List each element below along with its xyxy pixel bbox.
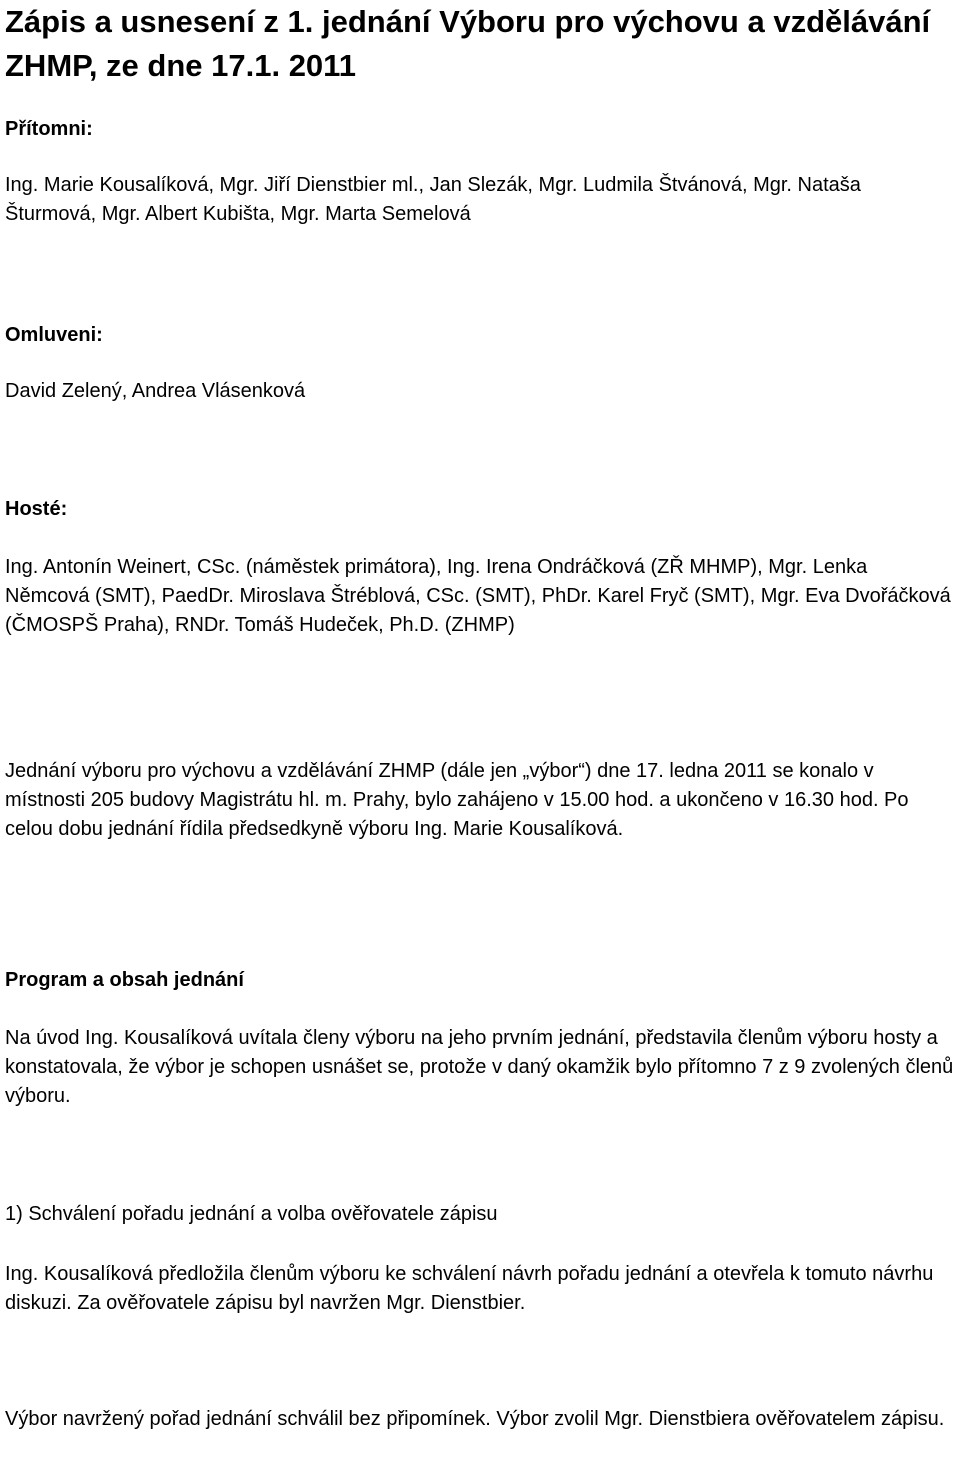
item1-text: Ing. Kousalíková předložila členům výboru ke schválení návrh pořadu jednání a otevřela k tomuto návrhu diskuzi. Za ověřovatele zápisu byl navržen Mgr. Dienstbier. <box>5 1263 934 1314</box>
present-text: Ing. Marie Kousalíková, Mgr. Jiří Dienstbier ml., Jan Slezák, Mgr. Ludmila Štvánová, Mgr. Nataša Šturmová, Mgr. Albert Kubišta, Mgr. Marta Semelová <box>5 174 861 225</box>
program-heading: Program a obsah jednání <box>5 969 244 991</box>
excused-text: David Zelený, Andrea Vlásenková <box>5 380 306 402</box>
present-heading: Přítomni: <box>5 118 93 140</box>
guests-heading: Hosté: <box>5 498 68 520</box>
program-text: Na úvod Ing. Kousalíková uvítala členy výboru na jeho prvním jednání, představila členům výboru hosty a konstatovala, že výbor je schopen usnášet se, protože v daný okamžik bylo přítomno 7 z 9 zvolených členů výboru. <box>5 1027 954 1107</box>
guests-text: Ing. Antonín Weinert, CSc. (náměstek primátora), Ing. Irena Ondráčková (ZŘ MHMP), Mgr. Lenka Němcová (SMT), PaedDr. Miroslava Štréblová, CSc. (SMT), PhDr. Karel Fryč (SMT), Mgr. Eva Dvořáčková (ČMOSPŠ Praha), RNDr. Tomáš Hudeček, Ph.D. (ZHMP) <box>5 556 951 636</box>
item1-resolution-text: Výbor navržený pořad jednání schválil bez připomínek. Výbor zvolil Mgr. Dienstbiera ověřovatelem zápisu. <box>5 1408 945 1430</box>
item1-heading: 1) Schválení pořadu jednání a volba ověřovatele zápisu <box>5 1203 498 1225</box>
excused-heading: Omluveni: <box>5 324 103 346</box>
document-title: Zápis a usnesení z 1. jednání Výboru pro výchovu a vzdělávání ZHMP, ze dne 17.1. 2011 <box>5 4 931 83</box>
intro-paragraph: Jednání výboru pro výchovu a vzdělávání ZHMP (dále jen „výbor“) dne 17. ledna 2011 se konalo v místnosti 205 budovy Magistrátu hl. m. Prahy, bylo zahájeno v 15.00 hod. a ukončeno v 16.30 hod. Po celou dobu jednání řídila předsedkyně výboru Ing. Marie Kousalíková. <box>5 760 909 840</box>
